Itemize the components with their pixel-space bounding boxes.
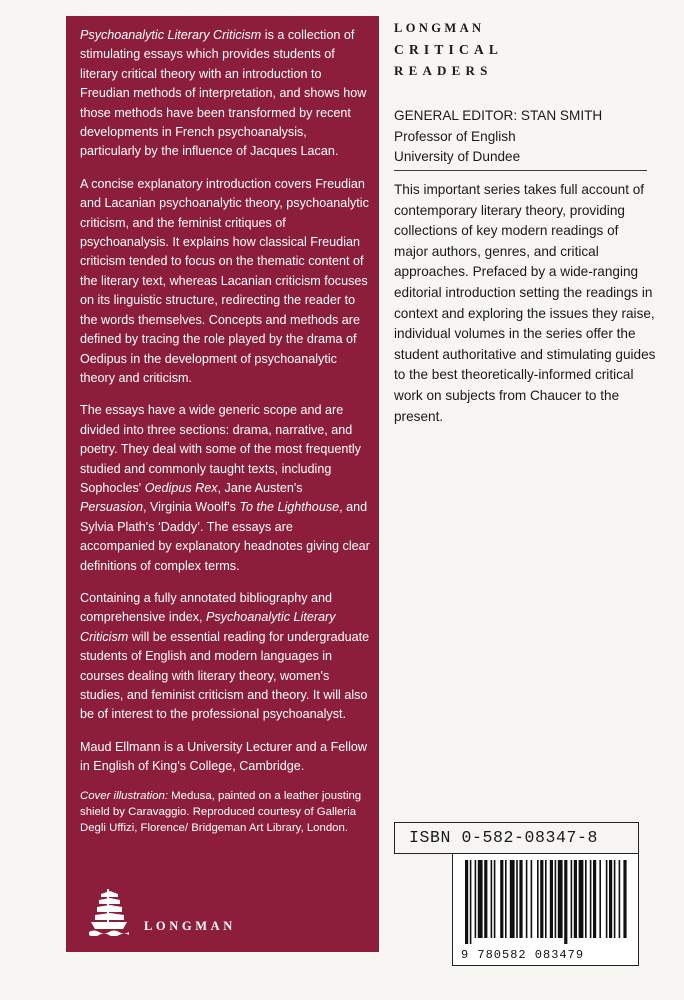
barcode-bar [470, 860, 472, 944]
barcode-bar [590, 860, 592, 938]
barcode-bar [478, 860, 483, 938]
barcode-bar [619, 860, 621, 938]
back-cover-panel [66, 16, 379, 952]
barcode-bar [540, 860, 543, 938]
editor-name: GENERAL EDITOR: STAN SMITH [394, 108, 603, 123]
barcode-bar [609, 860, 612, 938]
barcode-bar [465, 860, 468, 944]
barcode-bar [558, 860, 563, 938]
barcode-bar [545, 860, 547, 938]
general-editor-block [394, 106, 602, 168]
series-title-line-2: CRITICAL [394, 42, 504, 57]
barcode-bar [571, 860, 573, 938]
barcode-bar [606, 860, 608, 938]
barcode-bar [500, 860, 503, 938]
barcode-bar [510, 860, 515, 938]
series-title-line-3: READERS [394, 63, 493, 78]
series-description: This important series takes full account of contemporary literary theory, providing collections of key modern readings of major authors, genres, and critical approaches. Prefaced by a wide-ranging editorial introduction setting the readings in context and exploring the issues they raise, individual volumes in the series offer the student authoritative and stimulating guides to the best theoretically-informed critical work on subjects from Chaucer to the present. [394, 182, 656, 424]
isbn-label: ISBN 0-582-08347-8 [394, 822, 639, 854]
longman-ship-logo-icon [88, 888, 130, 936]
publisher-logo [88, 888, 236, 936]
divider-rule [394, 170, 647, 171]
barcode-bar [491, 860, 493, 938]
barcode-bar [599, 860, 601, 938]
barcode-bar [579, 860, 584, 938]
publisher-logo-text: LONGMAN [144, 919, 236, 933]
description-paragraph-2: A concise explanatory introduction covers Freudian and Lacanian psychoanalytic theory, psychoanalytic criticism, and the feminist critiques of psychoanalysis. It explains how classical Freudian criticism tended to focus on the thematic content of the literary text, whereas Lacanian criticism focuses on its linguistic structure, redirecting the reader to the words themselves. Concepts and methods are defined by tracing the role played by the drama of Oedipus in the development of psychoanalytic theory and criticism. [80, 176, 369, 385]
barcode-bar [516, 860, 518, 938]
series-title [394, 18, 503, 81]
cover-illustration-credit: Cover illustration: Medusa, painted on a leather jousting shield by Caravaggio. Reproduced courtesy of Galleria Degli Uffizi, Florence/ Bridgeman Art Library, London. [80, 789, 362, 835]
series-title-line-1: LONGMAN [394, 21, 485, 35]
barcode-bar [494, 860, 496, 938]
barcode-bar [475, 860, 477, 938]
description-paragraph-1: Psychoanalytic Literary Criticism is a collection of stimulating essays which provides students of literary critical theory with an introduction to Freudian methods of interpretation, and shows how those methods have been transformed by recent developments in French psychoanalysis, particularly by the influence of Jacques Lacan. [80, 28, 367, 159]
barcode-bar [537, 860, 539, 938]
barcode-bar [614, 860, 616, 938]
editor-title: Professor of English [394, 128, 516, 144]
barcode-bar [623, 860, 626, 938]
barcode-bar [555, 860, 557, 938]
author-bio: Maud Ellmann is a University Lecturer and a Fellow in English of King's College, Cambridge. [80, 739, 367, 774]
barcode-bar [585, 860, 587, 938]
barcode-bar [526, 860, 528, 938]
barcode-area [452, 854, 639, 966]
barcode-bar [531, 860, 533, 938]
barcode-bar [574, 860, 577, 938]
barcode [465, 860, 627, 944]
editor-institution: University of Dundee [394, 149, 521, 165]
barcode-bar [564, 860, 567, 944]
barcode-bar [550, 860, 553, 938]
barcode-bar [505, 860, 507, 938]
barcode-bar [593, 860, 596, 938]
barcode-bar [519, 860, 522, 938]
description-paragraph-4: Containing a fully annotated bibliography and comprehensive index, Psychoanalytic Literary Criticism will be essential reading for undergraduate students of English and modern languages in courses dealing with literary theory, women's studies, and feminist criticism and theory. It will also be of interest to the professional psychoanalyst. [80, 590, 370, 722]
barcode-number: 9 780582 083479 [461, 948, 585, 962]
description-paragraph-3: The essays have a wide generic scope and are divided into three sections: drama, narrative, and poetry. They deal with some of the most frequently studied and commonly taught texts, including Sophocles' Oedipus Rex, Jane Austen's Persuasion, Virginia Woolf's To the Lighthouse, and Sylvia Plath's ‘Daddy’. The essays are accompanied by explanatory headnotes giving clear definitions of complex terms. [80, 403, 370, 573]
barcode-bar [484, 860, 487, 938]
